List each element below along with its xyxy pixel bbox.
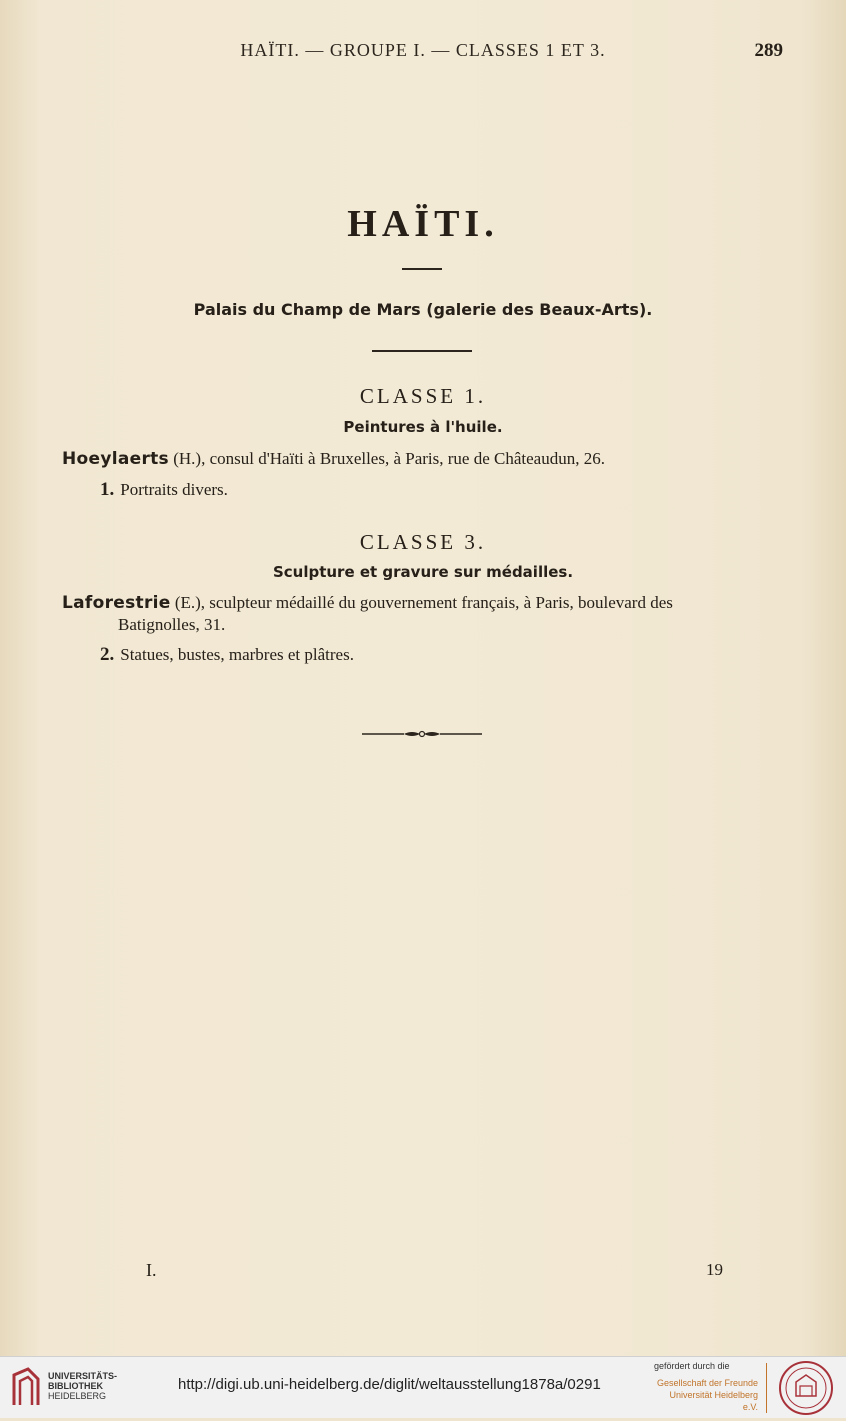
exhibitor-entry	[62, 592, 786, 636]
section-divider	[372, 350, 472, 352]
funding-label: gefördert durch die	[654, 1361, 730, 1371]
classe-1-heading: CLASSE 1.	[359, 384, 487, 408]
ornament-icon	[362, 726, 482, 747]
library-name	[48, 1371, 117, 1401]
library-line: HEIDELBERG	[48, 1391, 107, 1401]
classe-1-subtitle: Peintures à l'huile.	[343, 418, 503, 436]
exhibitor-details: (H.), consul d'Haïti à Bruxelles, à Paris, rue de Châteaudun, 26.	[168, 449, 605, 468]
exhibitor-details-continued: Batignolles, 31.	[118, 615, 226, 634]
society-line: Universität Heidelberg e.V.	[669, 1390, 758, 1412]
signature-mark: I.	[146, 1260, 157, 1280]
exhibitor-name: Laforestrie	[62, 593, 171, 613]
exhibitor-details: (E.), sculpteur médaillé du gouvernement français, à Paris, boulevard des	[170, 593, 673, 612]
classe-3-subtitle: Sculpture et gravure sur médailles.	[272, 563, 574, 581]
running-title: HAÏTI. — GROUPE I. — CLASSES 1 ET 3.	[240, 40, 606, 60]
society-line: Gesellschaft der Freunde	[656, 1378, 758, 1388]
item-number: 1.	[100, 479, 115, 500]
country-title: HAÏTI.	[347, 203, 499, 245]
library-logo-icon	[10, 1365, 42, 1414]
classe-3-heading: CLASSE 3.	[359, 530, 487, 554]
item-number: 2.	[100, 644, 115, 665]
library-line: BIBLIOTHEK	[48, 1381, 103, 1391]
university-seal-icon	[778, 1360, 834, 1421]
digitization-footer	[0, 1356, 846, 1418]
catalogue-item	[100, 644, 354, 666]
venue-heading: Palais du Champ de Mars (galerie des Beaux-Arts).	[193, 300, 653, 319]
footer-divider	[766, 1363, 767, 1413]
short-divider	[402, 268, 442, 270]
gathering-number: 19	[706, 1260, 723, 1279]
exhibitor-name: Hoeylaerts	[62, 449, 169, 469]
library-line: UNIVERSITÄTS-	[48, 1371, 118, 1381]
permalink-url[interactable]: http://digi.ub.uni-heidelberg.de/diglit/weltausstellung1878a/0291	[178, 1376, 601, 1393]
page-number: 289	[754, 40, 783, 61]
item-text: Statues, bustes, marbres et plâtres.	[120, 645, 354, 664]
catalogue-item	[100, 479, 228, 501]
exhibitor-entry	[62, 448, 786, 470]
item-text: Portraits divers.	[120, 480, 228, 499]
running-head	[0, 40, 846, 66]
society-name	[652, 1377, 758, 1413]
